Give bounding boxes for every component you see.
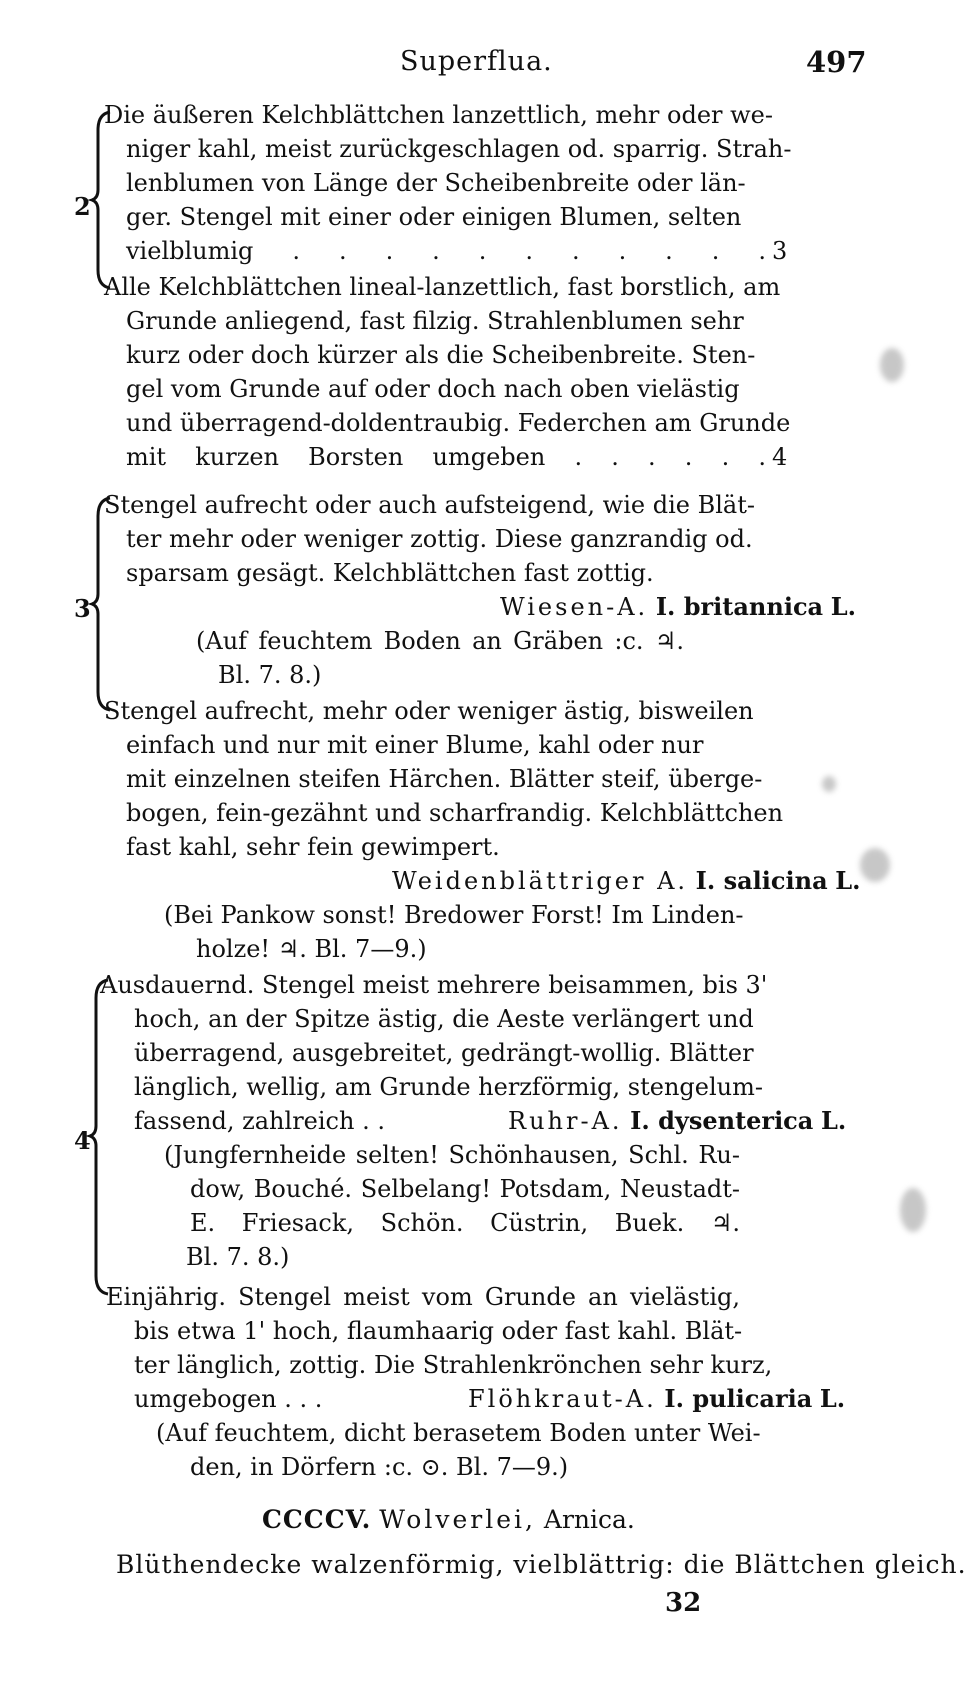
key-text-line: gel vom Grunde auf oder doch nach oben vielästig <box>126 375 740 403</box>
ink-spot <box>900 1188 926 1232</box>
key-text-line: Alle Kelchblättchen lineal-lanzettlich, fast borstlich, am <box>104 273 781 301</box>
genus-numeral: CCCCV. <box>262 1505 372 1534</box>
species-name <box>500 590 856 624</box>
ink-spot <box>860 848 890 882</box>
habitat-line: Bl. 7. 8.) <box>218 661 322 689</box>
latin-name: I. salicina <box>695 866 828 895</box>
habitat-line: (Jungfernheide selten! Schönhausen, Schl. Ru- <box>164 1141 740 1169</box>
author: L. <box>821 1106 847 1135</box>
genus-common-name: Wolverlei, <box>379 1505 536 1534</box>
key-text-line: mit einzelnen steifen Härchen. Blätter steif, überge- <box>126 765 763 793</box>
couplet-brace <box>88 978 110 1296</box>
latin-name: I. dysenterica <box>630 1106 814 1135</box>
key-text-line: Einjährig. Stengel meist vom Grunde an vielästig, <box>106 1283 740 1311</box>
latin-name: I. pulicaria <box>664 1384 813 1413</box>
key-reference: 4 <box>772 443 788 471</box>
key-text-line: niger kahl, meist zurückgeschlagen od. sparrig. Strah- <box>126 135 792 163</box>
habitat-line: (Bei Pankow sonst! Bredower Forst! Im Linden- <box>164 901 744 929</box>
genus-description: Blüthendecke walzenförmig, vielblättrig: die Blättchen gleich. <box>116 1550 967 1579</box>
key-text-line: kurz oder doch kürzer als die Scheibenbreite. Sten- <box>126 341 756 369</box>
key-text-line: hoch, an der Spitze ästig, die Aeste verlängert und <box>134 1005 754 1033</box>
ink-spot <box>822 776 836 792</box>
couplet-brace <box>90 496 112 712</box>
habitat-line: (Auf feuchtem, dicht berasetem Boden unter Wei- <box>156 1419 761 1447</box>
key-text-line: sparsam gesägt. Kelchblättchen fast zottig. <box>126 559 654 587</box>
key-text-line: länglich, wellig, am Grunde herzförmig, stengelum- <box>134 1073 763 1101</box>
key-text-line: fassend, zahlreich . . <box>134 1107 385 1135</box>
running-header: Superflua. <box>400 46 553 77</box>
habitat-line: den, in Dörfern :c. ⊙. Bl. 7—9.) <box>190 1453 569 1481</box>
common-name: Weidenblättriger A. <box>392 867 689 895</box>
author: L. <box>819 1384 846 1413</box>
key-text-line: Grunde anliegend, fast filzig. Strahlenblumen sehr <box>126 307 744 335</box>
key-text-line: Stengel aufrecht, mehr oder weniger ästig, bisweilen <box>104 697 754 725</box>
key-text-line: lenblumen von Länge der Scheibenbreite oder län- <box>126 169 746 197</box>
key-text-line: fast kahl, sehr fein gewimpert. <box>126 833 500 861</box>
common-name: Flöhkraut-A. <box>468 1385 657 1413</box>
habitat-line: dow, Bouché. Selbelang! Potsdam, Neustadt- <box>190 1175 740 1203</box>
key-text-line: Stengel aufrecht oder auch aufsteigend, wie die Blät- <box>104 491 755 519</box>
couplet-brace <box>90 110 112 290</box>
couplet-number: 4 <box>74 1126 91 1155</box>
habitat-line: E. Friesack, Schön. Cüstrin, Buek. ♃. <box>190 1209 740 1237</box>
author: L. <box>830 592 856 621</box>
key-text-line: umgebogen . . . <box>134 1385 323 1413</box>
latin-name: I. britannica <box>655 592 824 621</box>
key-text-line: Die äußeren Kelchblättchen lanzettlich, mehr oder we- <box>104 101 773 129</box>
ink-spot <box>880 348 904 382</box>
page-number: 497 <box>806 45 867 79</box>
key-text-line: einfach und nur mit einer Blume, kahl oder nur <box>126 731 704 759</box>
key-text-line: bis etwa 1' hoch, flaumhaarig oder fast kahl. Blät- <box>134 1317 743 1345</box>
printer-signature: 32 <box>665 1588 702 1618</box>
key-text-line: Ausdauernd. Stengel meist mehrere beisammen, bis 3' <box>100 971 768 999</box>
habitat-line: Bl. 7. 8.) <box>186 1243 290 1271</box>
key-text-line: vielblumig . . . . . . . . . . . <box>126 237 766 265</box>
common-name: Ruhr-A. <box>508 1107 623 1135</box>
key-text-line: und überragend-doldentraubig. Federchen am Grunde <box>126 409 791 437</box>
common-name: Wiesen-A. <box>500 593 649 621</box>
couplet-number: 3 <box>74 594 91 623</box>
habitat-line: holze! ♃. Bl. 7—9.) <box>196 935 427 963</box>
key-text-line: mit kurzen Borsten umgeben . . . . . . <box>126 443 766 471</box>
species-name <box>392 864 861 898</box>
key-text-line: ter länglich, zottig. Die Strahlenkrönchen sehr kurz, <box>134 1351 773 1379</box>
key-text-line: überragend, ausgebreitet, gedrängt-wollig. Blätter <box>134 1039 754 1067</box>
species-name <box>508 1104 846 1138</box>
species-name <box>468 1382 845 1416</box>
key-reference: 3 <box>772 237 788 265</box>
couplet-number: 2 <box>74 192 91 221</box>
genus-heading <box>262 1500 635 1540</box>
author: L. <box>835 866 861 895</box>
key-text-line: ger. Stengel mit einer oder einigen Blumen, selten <box>126 203 742 231</box>
genus-latin-name: Arnica. <box>543 1505 635 1534</box>
key-text-line: ter mehr oder weniger zottig. Diese ganzrandig od. <box>126 525 753 553</box>
habitat-line: (Auf feuchtem Boden an Gräben :c. ♃. <box>196 627 684 655</box>
key-text-line: bogen, fein-gezähnt und scharfrandig. Kelchblättchen <box>126 799 784 827</box>
